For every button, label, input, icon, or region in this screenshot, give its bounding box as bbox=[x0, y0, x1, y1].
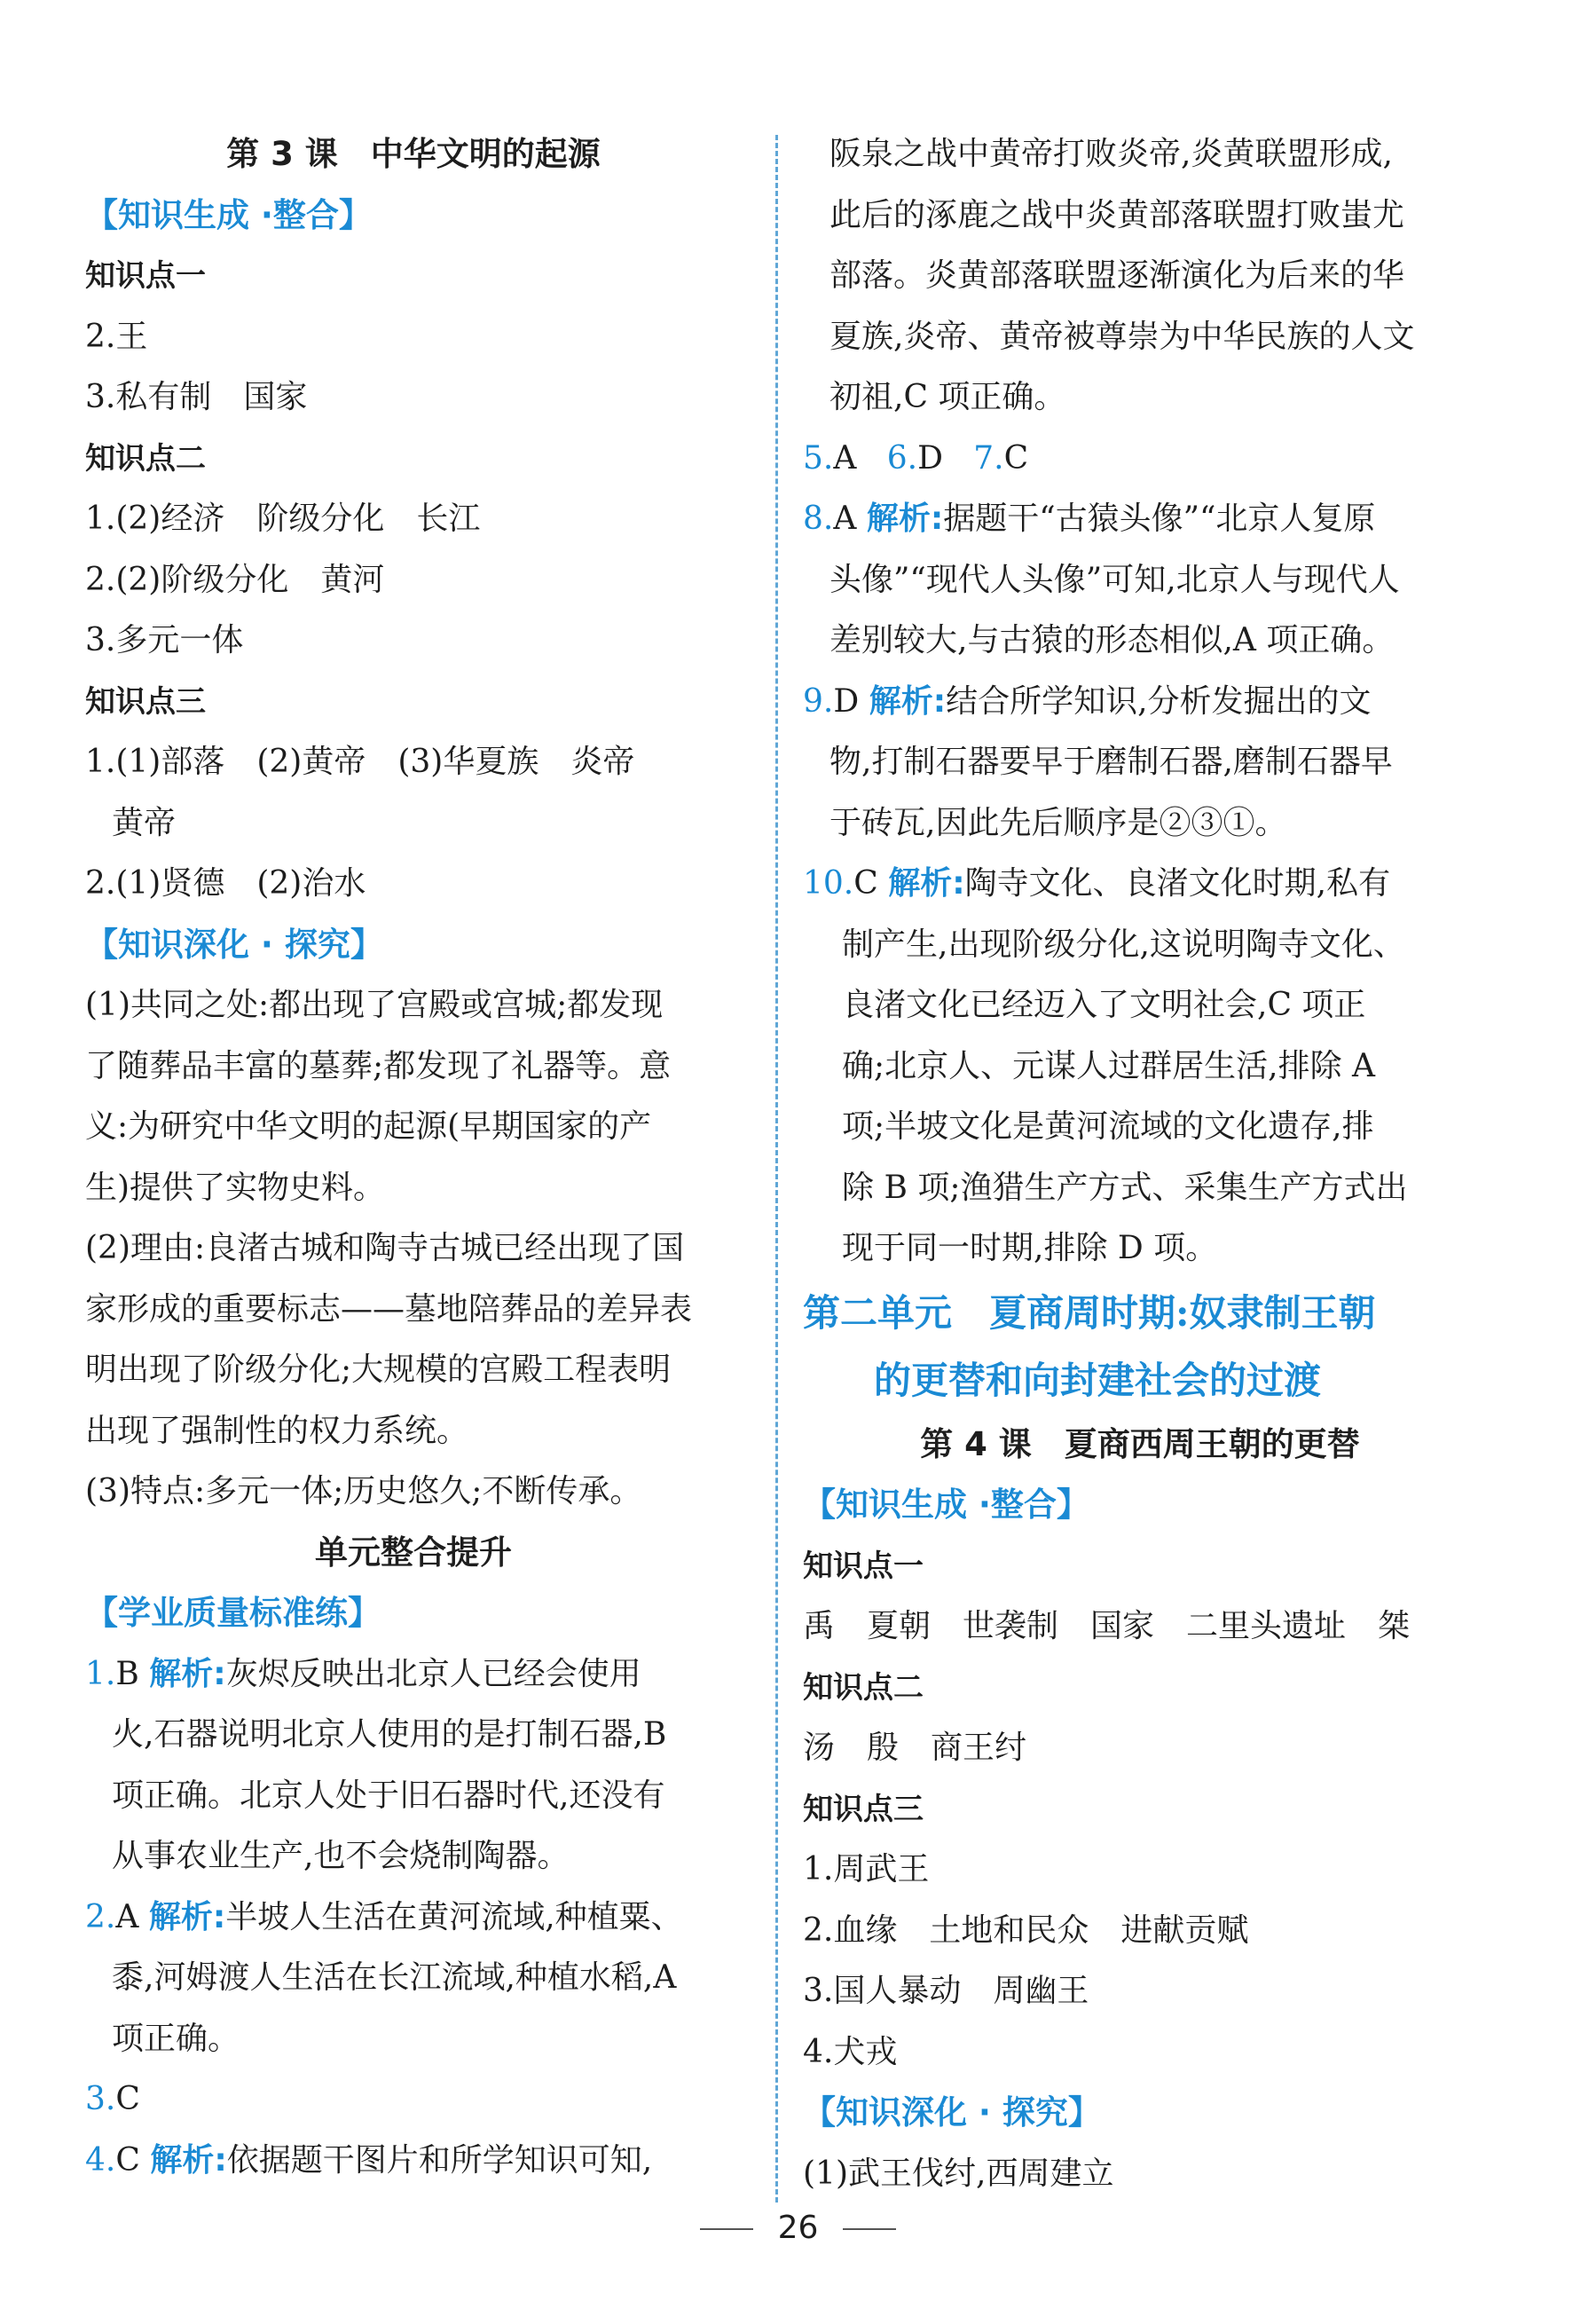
analysis-text: 于砖瓦,因此先后顺序是②③①。 bbox=[829, 804, 1287, 841]
unit2-title-line1: 第二单元 夏商周时期:奴隶制王朝 bbox=[803, 1290, 1376, 1335]
knowledge-point-2: 知识点二 bbox=[803, 1669, 924, 1706]
knowledge-point-2: 知识点二 bbox=[85, 440, 206, 477]
analysis-text: 夏族,炎帝、黄帝被尊崇为中华民族的人文 bbox=[829, 318, 1415, 355]
question-number: 5. bbox=[803, 439, 834, 477]
analysis-text: 阪泉之战中黄帝打败炎帝,炎黄联盟形成, bbox=[829, 136, 1393, 172]
deepening-line: 义:为研究中华文明的起源(早期国家的产 bbox=[85, 1108, 652, 1145]
question-number: 8. bbox=[803, 500, 834, 537]
analysis-text: 项正确。 bbox=[112, 2020, 240, 2057]
question-number: 4. bbox=[85, 2141, 116, 2179]
analysis-label: 解析: bbox=[869, 682, 947, 720]
answer-choice: A bbox=[115, 1898, 139, 1935]
kp3-item: 3.国人暴动 周幽王 bbox=[803, 1973, 1089, 2009]
kp2-item: 3.多元一体 bbox=[85, 622, 244, 658]
analysis-label: 解析: bbox=[149, 1655, 226, 1692]
kp2-item: 2.(2)阶级分化 黄河 bbox=[85, 561, 385, 598]
answer-2 bbox=[85, 1887, 742, 1949]
kp1-item: 3.私有制 国家 bbox=[85, 379, 308, 415]
answer-choice: A bbox=[833, 500, 857, 537]
question-number: 2. bbox=[85, 1898, 116, 1935]
analysis-text: 确;北京人、元谋人过群居生活,排除 A bbox=[842, 1047, 1376, 1084]
deepening-line: 出现了强制性的权力系统。 bbox=[85, 1412, 469, 1449]
analysis-text: 初祖,C 项正确。 bbox=[829, 379, 1066, 415]
analysis-text: 项正确。北京人处于旧石器时代,还没有 bbox=[112, 1777, 665, 1814]
question-number: 6. bbox=[886, 439, 918, 477]
unit-review-title: 单元整合提升 bbox=[315, 1533, 512, 1572]
knowledge-point-3: 知识点三 bbox=[85, 683, 206, 720]
right-column bbox=[803, 124, 1477, 2204]
analysis-text: 制产生,出现阶级分化,这说明陶寺文化、 bbox=[842, 926, 1405, 963]
kp3-item: 1.周武王 bbox=[803, 1851, 930, 1887]
answers-5-7 bbox=[803, 429, 1477, 490]
kp2-item: 1.(2)经济 阶级分化 长江 bbox=[85, 500, 481, 537]
unit2-title-line2: 的更替和向封建社会的过渡 bbox=[874, 1358, 1322, 1402]
answer-4 bbox=[85, 2131, 742, 2192]
analysis-text: 良渚文化已经迈入了文明社会,C 项正 bbox=[842, 987, 1366, 1023]
section-knowledge-generation: 【知识生成 ·整合】 bbox=[85, 195, 372, 234]
page-footer bbox=[0, 2210, 1596, 2246]
kp3-item: 4.犬戎 bbox=[803, 2033, 898, 2070]
deepening-line: 了随葬品丰富的墓葬;都发现了礼器等。意 bbox=[85, 1047, 672, 1084]
question-number: 3. bbox=[85, 2081, 116, 2117]
lesson3-title: 第 3 课 中华文明的起源 bbox=[226, 135, 601, 173]
analysis-label: 解析: bbox=[866, 500, 944, 537]
kp3-item: 1.(1)部落 (2)黄帝 (3)华夏族 炎帝 bbox=[85, 744, 635, 780]
analysis-label: 解析: bbox=[150, 2141, 227, 2179]
lesson4-title: 第 4 课 夏商西周王朝的更替 bbox=[920, 1424, 1360, 1463]
section-quality-practice: 【学业质量标准练】 bbox=[85, 1594, 381, 1632]
kp2-line: 汤 殷 商王纣 bbox=[803, 1730, 1027, 1766]
analysis-text: 项;半坡文化是黄河流域的文化遗存,排 bbox=[842, 1108, 1374, 1145]
answer-choice: C bbox=[853, 865, 878, 902]
analysis-label: 解析: bbox=[148, 1898, 226, 1935]
kp3-item: 2.血缘 土地和民众 进献贡赋 bbox=[803, 1911, 1249, 1949]
deepening-line: 明出现了阶级分化;大规模的宫殿工程表明 bbox=[85, 1352, 672, 1388]
left-column bbox=[85, 124, 742, 2191]
analysis-text: 现于同一时期,排除 D 项。 bbox=[842, 1230, 1218, 1266]
analysis-text: 据题干“古猿头像”“北京人复原 bbox=[943, 500, 1376, 537]
column-divider bbox=[775, 135, 778, 2203]
question-number: 10. bbox=[803, 865, 854, 902]
answer-10 bbox=[803, 854, 1477, 915]
analysis-text: 差别较大,与古猿的形态相似,A 项正确。 bbox=[829, 622, 1395, 658]
analysis-text: 除 B 项;渔猎生产方式、采集生产方式出 bbox=[842, 1169, 1408, 1206]
knowledge-point-3: 知识点三 bbox=[803, 1791, 924, 1827]
analysis-text: 火,石器说明北京人使用的是打制石器,B bbox=[112, 1716, 667, 1753]
answer-choice: C bbox=[115, 2081, 140, 2117]
analysis-text: 物,打制石器要早于磨制石器,磨制石器早 bbox=[829, 744, 1393, 780]
deepening-line: (3)特点:多元一体;历史悠久;不断传承。 bbox=[85, 1473, 642, 1509]
deepening-line: 家形成的重要标志——墓地陪葬品的差异表 bbox=[85, 1290, 693, 1328]
analysis-text: 依据题干图片和所学知识可知, bbox=[226, 2141, 653, 2179]
answer-choice: A bbox=[833, 439, 857, 477]
analysis-text: 黍,河姆渡人生活在长江流域,种植水稻,A bbox=[112, 1959, 677, 1996]
answer-9 bbox=[803, 672, 1477, 733]
answer-1 bbox=[85, 1644, 742, 1706]
kp3-item: 黄帝 bbox=[112, 804, 177, 841]
analysis-text: 头像”“现代人头像”可知,北京人与现代人 bbox=[829, 561, 1400, 598]
question-number: 9. bbox=[803, 682, 834, 720]
answer-choice: B bbox=[115, 1655, 139, 1692]
page-number: 26 bbox=[777, 2210, 819, 2246]
footer-rule bbox=[843, 2228, 896, 2230]
analysis-text: 陶寺文化、良渚文化时期,私有 bbox=[964, 865, 1391, 902]
footer-rule bbox=[700, 2228, 753, 2230]
knowledge-point-1: 知识点一 bbox=[85, 258, 206, 294]
kp3-item: 2.(1)贤德 (2)治水 bbox=[85, 865, 366, 902]
answer-choice: D bbox=[833, 682, 860, 720]
section-knowledge-deepening: 【知识深化 · 探究】 bbox=[803, 2093, 1101, 2132]
deepening-line: 生)提供了实物史料。 bbox=[85, 1169, 386, 1206]
kp1-line: 禹 夏朝 世袭制 国家 二里头遗址 桀 bbox=[803, 1608, 1411, 1644]
analysis-text: 部落。炎黄部落联盟逐渐演化为后来的华 bbox=[829, 257, 1405, 294]
analysis-text: 灰烬反映出北京人已经会使用 bbox=[225, 1655, 641, 1692]
answer-choice: C bbox=[1003, 439, 1029, 477]
kp1-item: 2.王 bbox=[85, 318, 148, 355]
answer-choice: C bbox=[115, 2141, 140, 2179]
analysis-text: 结合所学知识,分析发掘出的文 bbox=[946, 682, 1372, 720]
question-number: 7. bbox=[973, 439, 1004, 477]
deepening-line: (2)理由:良渚古城和陶寺古城已经出现了国 bbox=[85, 1230, 685, 1266]
answer-8 bbox=[803, 489, 1477, 550]
analysis-label: 解析: bbox=[888, 865, 965, 902]
answer-choice: D bbox=[917, 439, 943, 477]
analysis-text: 从事农业生产,也不会烧制陶器。 bbox=[112, 1838, 570, 1874]
answer-3 bbox=[85, 2069, 742, 2131]
deepening-line: (1)共同之处:都出现了宫殿或宫城;都发现 bbox=[85, 987, 664, 1023]
analysis-text: 此后的涿鹿之战中炎黄部落联盟打败蚩尤 bbox=[829, 196, 1405, 233]
analysis-text: 半坡人生活在黄河流域,种植粟、 bbox=[225, 1898, 683, 1935]
section-knowledge-generation: 【知识生成 ·整合】 bbox=[803, 1485, 1089, 1524]
section-knowledge-deepening: 【知识深化 · 探究】 bbox=[85, 925, 383, 964]
deepening-line: (1)武王伐纣,西周建立 bbox=[803, 2155, 1114, 2192]
question-number: 1. bbox=[85, 1655, 116, 1692]
knowledge-point-1: 知识点一 bbox=[803, 1548, 924, 1584]
